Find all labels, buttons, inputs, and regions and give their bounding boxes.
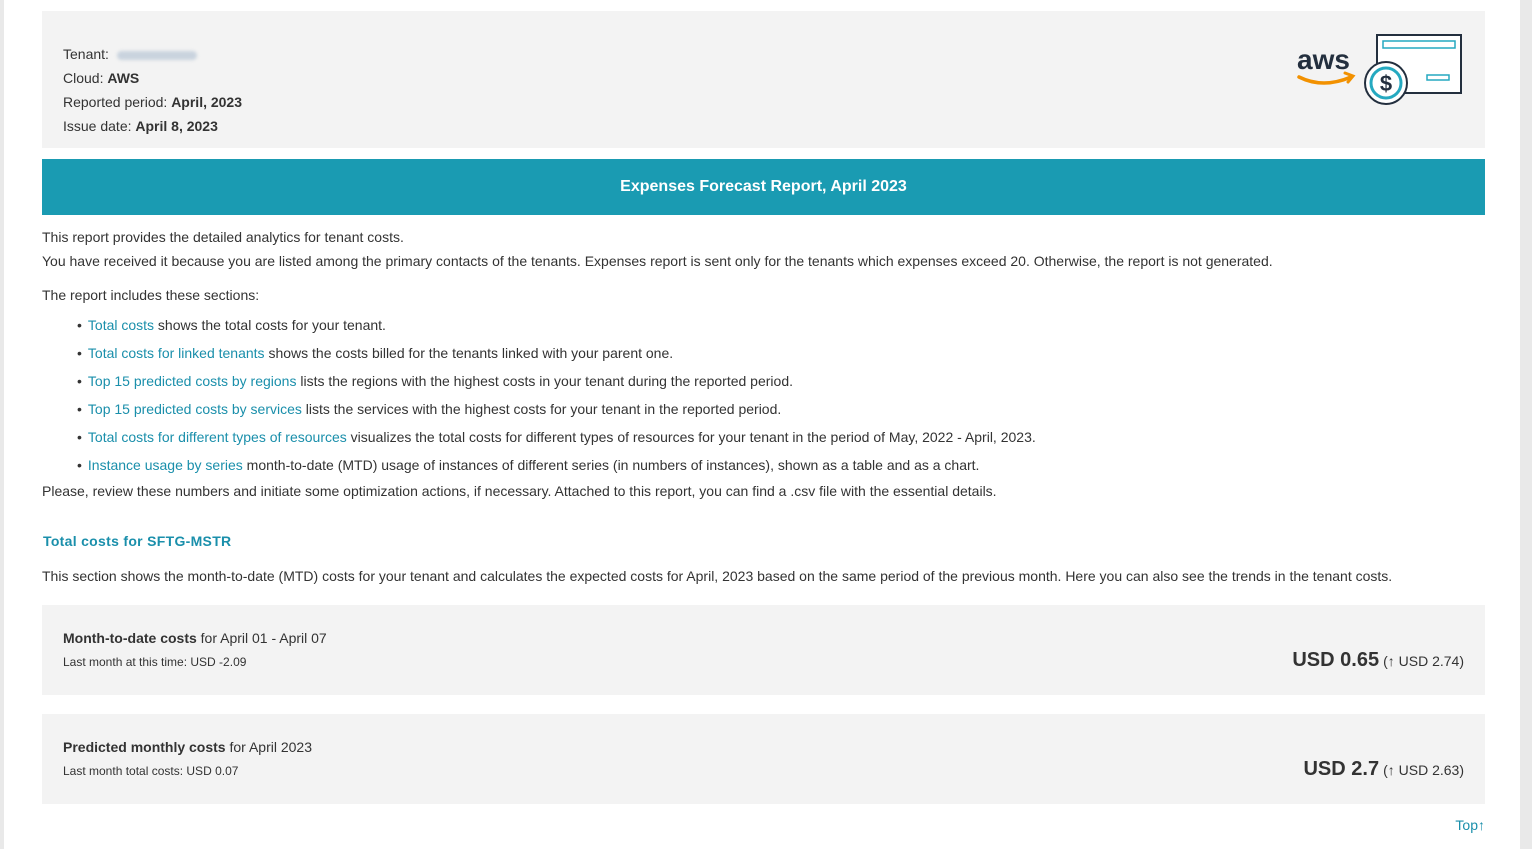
list-item: • Total costs for linked tenants shows the costs billed for the tenants linked with your parent one.	[77, 345, 674, 361]
sections-list	[42, 311, 1485, 479]
period-label: Reported period:	[63, 94, 168, 110]
list-item: • Total costs for different types of resources visualizes the total costs for different types of resources for your tenant in the period of May, 2022 - April, 2023.	[77, 429, 1036, 445]
predicted-amount: USD 2.7	[1303, 758, 1380, 780]
aws-logo	[1293, 33, 1463, 111]
mtd-trend: (↑ USD 2.74)	[1383, 653, 1464, 669]
back-to-top-link[interactable]: Top↑	[1455, 817, 1485, 833]
aws-logo-text: aws	[1297, 44, 1350, 75]
issue-date-line	[63, 116, 218, 136]
list-item-text: shows the total costs for your tenant.	[154, 317, 386, 333]
predicted-trend: (↑ USD 2.63)	[1383, 762, 1464, 778]
link-total-costs[interactable]: Total costs	[87, 317, 155, 333]
intro-line-2: You have received it because you are listed among the primary contacts of the tenants. Expenses report is sent only for the tenants which expenses exceed 20. Otherwise, the report is not generated.	[42, 253, 1273, 269]
intro-line-1: This report provides the detailed analytics for tenant costs.	[42, 229, 404, 245]
report-header-card	[42, 11, 1485, 148]
left-edge	[0, 0, 4, 849]
tenant-label: Tenant:	[63, 46, 109, 62]
cloud-label: Cloud:	[63, 70, 104, 86]
aws-smile-icon	[1299, 77, 1351, 83]
cloud-line	[63, 68, 139, 88]
mtd-costs-title	[63, 630, 327, 646]
list-item: • Top 15 predicted costs by regions lists the regions with the highest costs in your tenant during the reported period.	[77, 373, 793, 389]
report-title-banner: Expenses Forecast Report, April 2023	[42, 159, 1485, 215]
mtd-costs-title-period: for April 01 - April 07	[196, 630, 327, 646]
predicted-costs-title-bold: Predicted monthly costs	[63, 739, 226, 755]
issue-date-label: Issue date:	[63, 118, 132, 134]
sections-label: The report includes these sections:	[42, 287, 260, 303]
mtd-costs-title-bold: Month-to-date costs	[63, 630, 197, 646]
mtd-amount-block	[1292, 649, 1464, 672]
list-item-text: visualizes the total costs for different types of resources for your tenant in the period of May, 2022 - April, 2023.	[346, 429, 1036, 445]
total-costs-description: This section shows the month-to-date (MTD) costs for your tenant and calculates the expected costs for April, 2023 based on the same period of the previous month. Here you can also see the trends in the tenant costs.	[42, 568, 1393, 584]
period-value: April, 2023	[171, 94, 243, 110]
dollar-card-icon	[1365, 35, 1461, 104]
list-item-text: lists the services with the highest costs for your tenant in the reported period.	[301, 401, 782, 417]
right-scroll-edge[interactable]	[1520, 0, 1532, 849]
intro-closing: Please, review these numbers and initiate some optimization actions, if necessary. Attached to this report, you can find a .csv file with the essential details.	[42, 483, 997, 499]
cloud-value: AWS	[107, 70, 140, 86]
list-item: • Top 15 predicted costs by services lists the services with the highest costs for your tenant in the reported period.	[77, 401, 782, 417]
predicted-costs-title	[63, 739, 312, 755]
predicted-last-month: Last month total costs: USD 0.07	[63, 764, 239, 778]
tenant-value-redacted	[117, 51, 197, 60]
report-container	[42, 0, 1485, 833]
link-instance-usage[interactable]: Instance usage by series	[87, 457, 243, 473]
list-item: • Instance usage by series month-to-date (MTD) usage of instances of different series (in numbers of instances), shown as a table and as a chart.	[77, 457, 980, 473]
predicted-costs-title-period: for April 2023	[225, 739, 312, 755]
link-resource-types[interactable]: Total costs for different types of resources	[87, 429, 347, 445]
tenant-line	[63, 44, 197, 64]
mtd-last-month: Last month at this time: USD -2.09	[63, 655, 247, 669]
predicted-amount-block	[1303, 758, 1464, 781]
predicted-costs-card	[42, 714, 1485, 804]
svg-text:$: $	[1379, 71, 1393, 96]
mtd-costs-card	[42, 605, 1485, 695]
link-linked-tenants[interactable]: Total costs for linked tenants	[87, 345, 265, 361]
period-line	[63, 92, 242, 112]
list-item-text: lists the regions with the highest costs in your tenant during the reported period.	[296, 373, 793, 389]
link-top-regions[interactable]: Top 15 predicted costs by regions	[87, 373, 297, 389]
list-item-text: month-to-date (MTD) usage of instances of different series (in numbers of instances), shown as a table and as a chart.	[242, 457, 980, 473]
link-top-services[interactable]: Top 15 predicted costs by services	[87, 401, 302, 417]
report-intro	[42, 225, 1485, 503]
total-costs-section-title: Total costs for SFTG-MSTR	[43, 533, 232, 549]
list-item: • Total costs shows the total costs for your tenant.	[77, 317, 386, 333]
mtd-amount: USD 0.65	[1292, 649, 1380, 671]
issue-date-value: April 8, 2023	[135, 118, 218, 134]
list-item-text: shows the costs billed for the tenants linked with your parent one.	[264, 345, 674, 361]
